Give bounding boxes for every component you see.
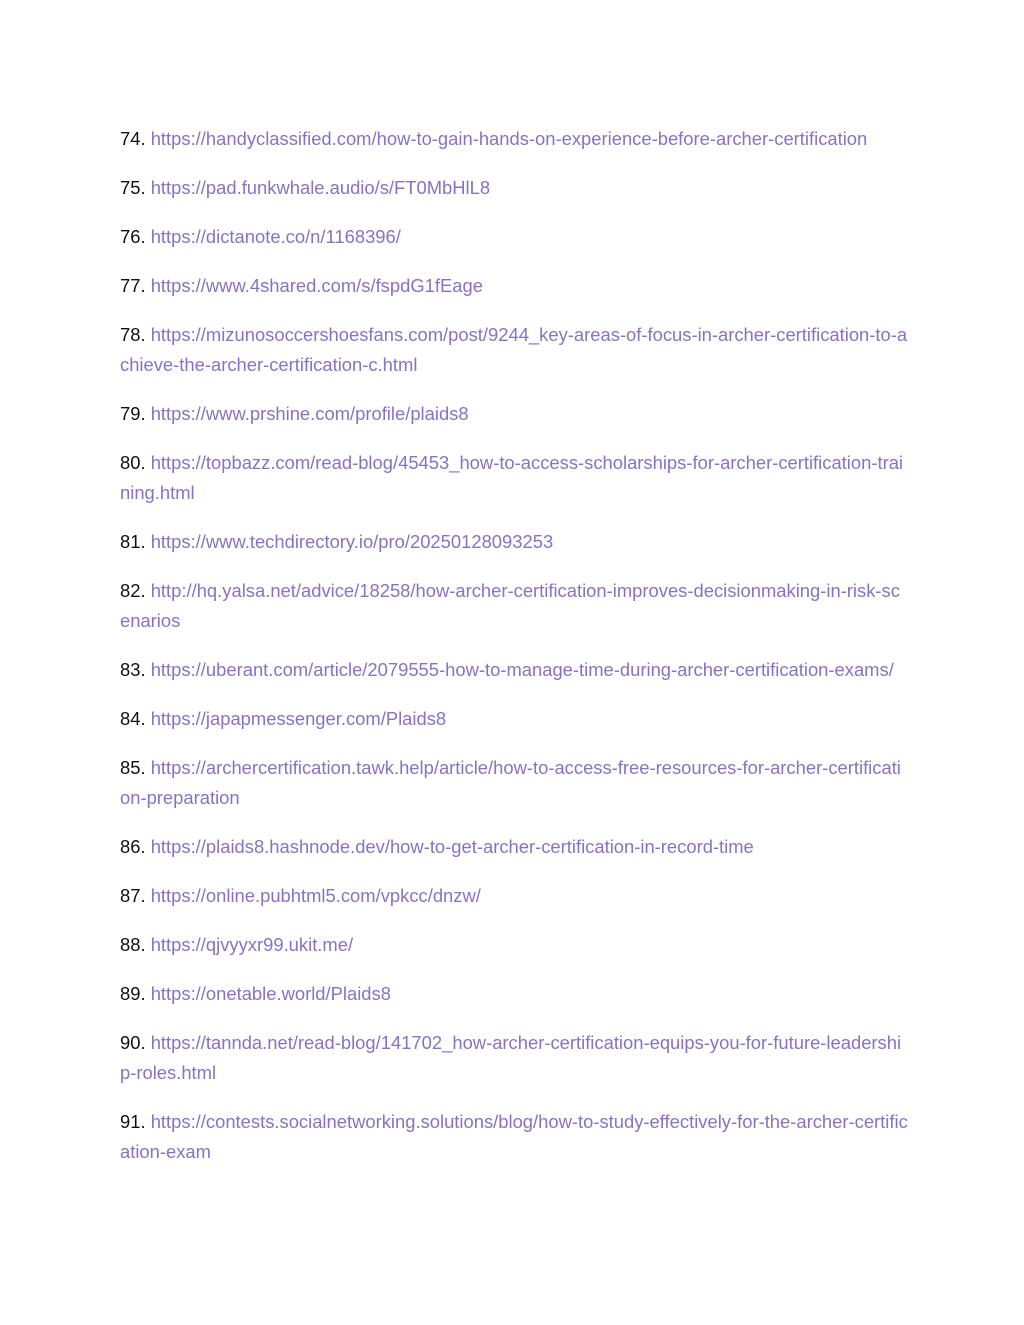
- item-number: 89.: [120, 983, 146, 1004]
- list-item: [120, 655, 910, 685]
- link[interactable]: https://japapmessenger.com/Plaids8: [150, 708, 447, 729]
- list-item: [120, 271, 910, 301]
- list-item: [120, 979, 910, 1009]
- item-number: 80.: [120, 452, 146, 473]
- list-item: [120, 448, 910, 508]
- link[interactable]: http://hq.yalsa.net/advice/18258/how-archer-certification-improves-decisionmaking-in-risk-scenarios: [120, 580, 900, 631]
- list-item: [120, 124, 910, 154]
- item-number: 81.: [120, 531, 146, 552]
- list-item: [120, 399, 910, 429]
- item-number: 91.: [120, 1111, 146, 1132]
- item-number: 86.: [120, 836, 146, 857]
- link[interactable]: https://contests.socialnetworking.solutions/blog/how-to-study-effectively-for-the-archer-certification-exam: [120, 1111, 908, 1162]
- link[interactable]: https://qjvyyxr99.ukit.me/: [150, 934, 354, 955]
- item-number: 85.: [120, 757, 146, 778]
- item-number: 78.: [120, 324, 146, 345]
- item-number: 77.: [120, 275, 146, 296]
- list-item: [120, 320, 910, 380]
- link[interactable]: https://www.techdirectory.io/pro/20250128093253: [150, 531, 554, 552]
- link[interactable]: https://handyclassified.com/how-to-gain-hands-on-experience-before-archer-certification: [150, 128, 868, 149]
- list-item: [120, 576, 910, 636]
- item-number: 90.: [120, 1032, 146, 1053]
- list-item: [120, 881, 910, 911]
- link[interactable]: https://online.pubhtml5.com/vpkcc/dnzw/: [150, 885, 481, 906]
- item-number: 87.: [120, 885, 146, 906]
- item-number: 82.: [120, 580, 146, 601]
- list-item: [120, 1028, 910, 1088]
- list-item: [120, 832, 910, 862]
- link[interactable]: https://pad.funkwhale.audio/s/FT0MbHlL8: [150, 177, 491, 198]
- link[interactable]: https://mizunosoccershoesfans.com/post/9244_key-areas-of-focus-in-archer-certification-to-achieve-the-archer-certification-c.html: [120, 324, 908, 375]
- item-number: 76.: [120, 226, 146, 247]
- list-item: [120, 753, 910, 813]
- link[interactable]: https://www.prshine.com/profile/plaids8: [150, 403, 469, 424]
- item-number: 83.: [120, 659, 146, 680]
- list-item: [120, 222, 910, 252]
- link[interactable]: https://dictanote.co/n/1168396/: [150, 226, 401, 247]
- item-number: 84.: [120, 708, 146, 729]
- item-number: 75.: [120, 177, 146, 198]
- list-item: [120, 704, 910, 734]
- list-item: [120, 173, 910, 203]
- list-item: [120, 1107, 910, 1167]
- link[interactable]: https://plaids8.hashnode.dev/how-to-get-archer-certification-in-record-time: [150, 836, 754, 857]
- link[interactable]: https://tannda.net/read-blog/141702_how-archer-certification-equips-you-for-future-leadership-roles.html: [120, 1032, 902, 1083]
- link[interactable]: https://uberant.com/article/2079555-how-to-manage-time-during-archer-certification-exams/: [150, 659, 894, 680]
- document-page: [120, 124, 910, 1186]
- link[interactable]: https://onetable.world/Plaids8: [150, 983, 391, 1004]
- link[interactable]: https://topbazz.com/read-blog/45453_how-to-access-scholarships-for-archer-certification-training.html: [120, 452, 904, 503]
- item-number: 74.: [120, 128, 146, 149]
- item-number: 88.: [120, 934, 146, 955]
- link[interactable]: https://archercertification.tawk.help/article/how-to-access-free-resources-for-archer-certification-preparation: [120, 757, 901, 808]
- list-item: [120, 527, 910, 557]
- list-item: [120, 930, 910, 960]
- item-number: 79.: [120, 403, 146, 424]
- link[interactable]: https://www.4shared.com/s/fspdG1fEage: [150, 275, 483, 296]
